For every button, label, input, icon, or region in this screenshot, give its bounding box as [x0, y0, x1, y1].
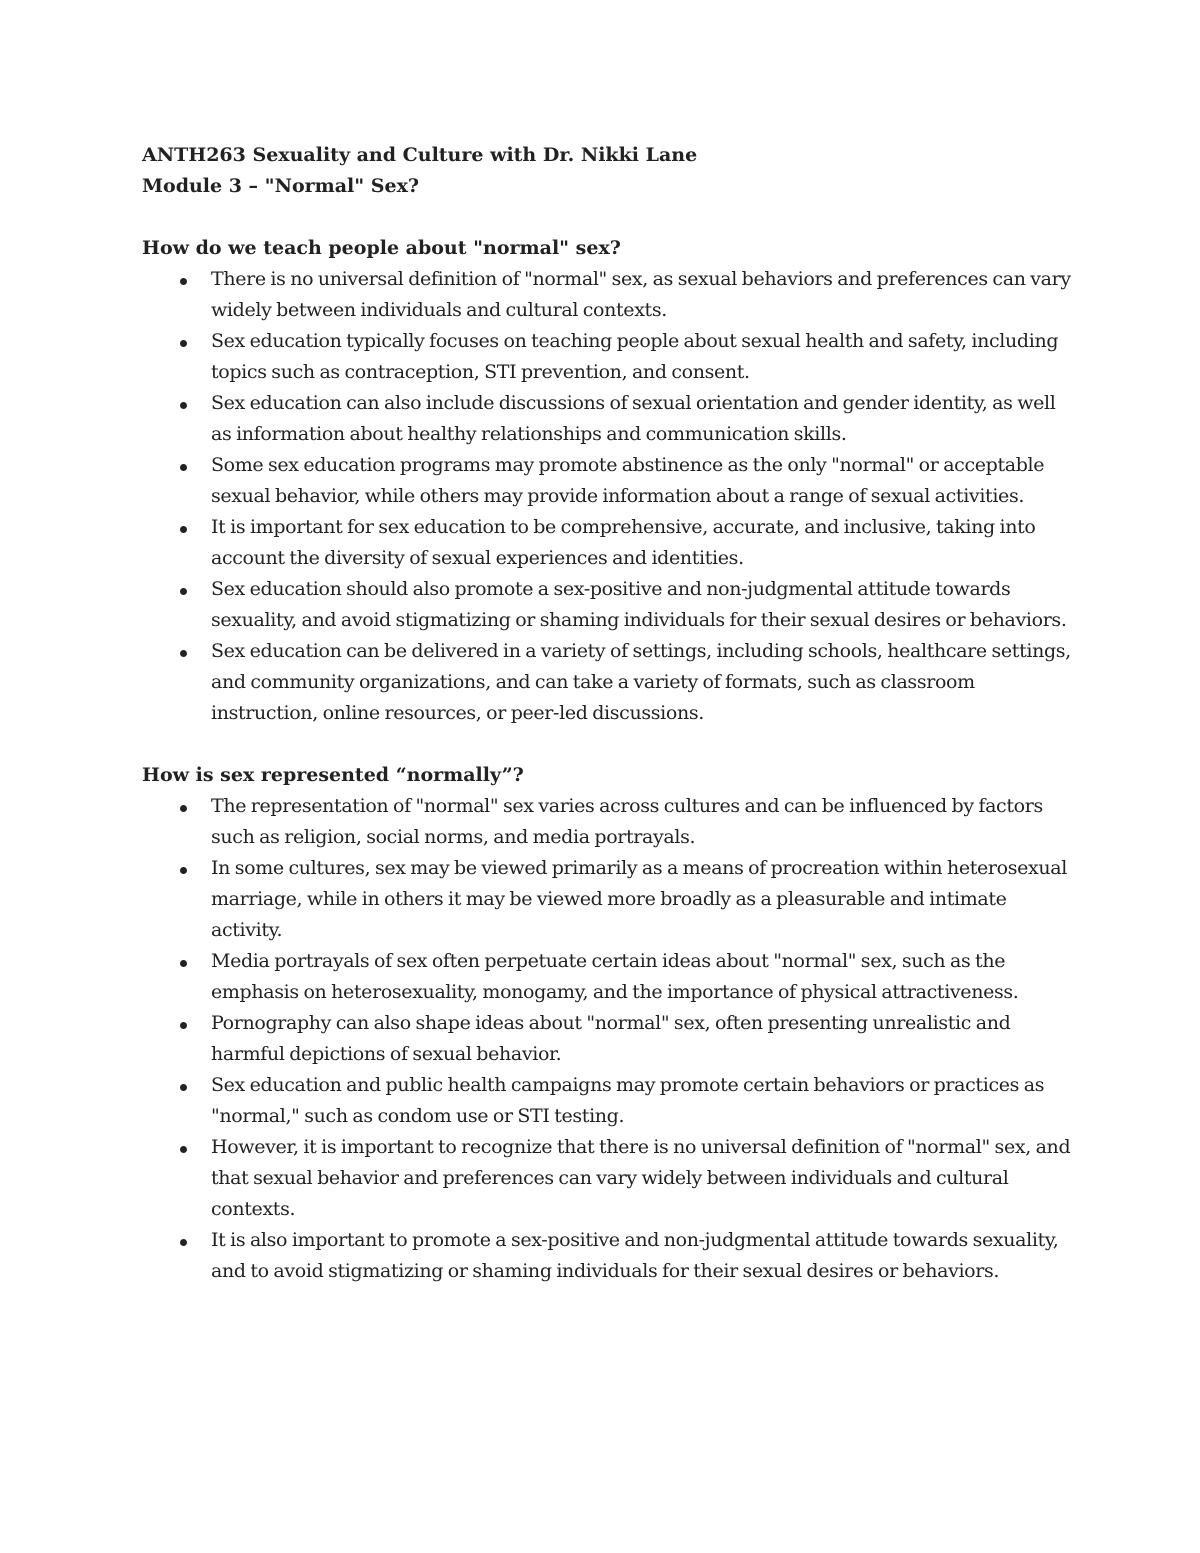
bullet-icon: [180, 526, 187, 533]
list-item: [142, 1008, 1072, 1070]
list-item: [142, 1132, 1072, 1225]
bullet-icon: [180, 867, 187, 874]
list-item-text: It is important for sex education to be comprehensive, accurate, and inclusive, taking into account the diversity of sexual experiences and identities.: [211, 516, 1036, 569]
list-item-text: In some cultures, sex may be viewed primarily as a means of procreation within heterosexual marriage, while in others it may be viewed more broadly as a pleasurable and intimate activity.: [211, 857, 1067, 941]
section-representation: [142, 760, 1072, 1287]
list-item: [142, 946, 1072, 1008]
bullet-icon: [180, 650, 187, 657]
list-item-text: However, it is important to recognize that there is no universal definition of "normal" sex, and that sexual behavior and preferences can vary widely between individuals and cultural contexts.: [211, 1136, 1071, 1220]
list-item-text: The representation of "normal" sex varies across cultures and can be influenced by factors such as religion, social norms, and media portrayals.: [211, 795, 1043, 848]
list-item: [142, 1070, 1072, 1132]
list-item-text: Some sex education programs may promote abstinence as the only "normal" or acceptable sexual behavior, while others may provide information about a range of sexual activities.: [211, 454, 1045, 507]
list-item: [142, 636, 1072, 729]
bullet-icon: [180, 1022, 187, 1029]
bullet-icon: [180, 464, 187, 471]
list-item: [142, 1225, 1072, 1287]
list-item-text: Sex education and public health campaigns may promote certain behaviors or practices as "normal," such as condom use or STI testing.: [211, 1074, 1045, 1127]
bullet-icon: [180, 588, 187, 595]
list-item: [142, 791, 1072, 853]
bullet-icon: [180, 340, 187, 347]
bullet-icon: [180, 402, 187, 409]
document-page: [142, 140, 1072, 1287]
list-item-text: Sex education should also promote a sex-positive and non-judgmental attitude towards sexuality, and avoid stigmatizing or shaming individuals for their sexual desires or behaviors.: [211, 578, 1067, 631]
list-item-text: Sex education typically focuses on teaching people about sexual health and safety, including topics such as contraception, STI prevention, and consent.: [211, 330, 1059, 383]
list-item: [142, 574, 1072, 636]
list-item: [142, 388, 1072, 450]
document-title: ANTH263 Sexuality and Culture with Dr. Nikki Lane: [142, 144, 698, 166]
list-item-text: Sex education can also include discussions of sexual orientation and gender identity, as well as information about healthy relationships and communication skills.: [211, 392, 1056, 445]
list-item-text: It is also important to promote a sex-positive and non-judgmental attitude towards sexuality, and to avoid stigmatizing or shaming individuals for their sexual desires or behaviors.: [211, 1229, 1059, 1282]
list-item: [142, 853, 1072, 946]
bullet-icon: [180, 960, 187, 967]
bullet-icon: [180, 278, 187, 285]
list-item: [142, 264, 1072, 326]
list-item: [142, 326, 1072, 388]
bullet-icon: [180, 1084, 187, 1091]
list-item: [142, 512, 1072, 574]
module-title: Module 3 – "Normal" Sex?: [142, 175, 420, 197]
bullet-icon: [180, 1146, 187, 1153]
list-item-text: Pornography can also shape ideas about "normal" sex, often presenting unrealistic and harmful depictions of sexual behavior.: [211, 1012, 1011, 1065]
list-item: [142, 450, 1072, 512]
section-teaching: [142, 233, 1072, 729]
list-item-text: Media portrayals of sex often perpetuate certain ideas about "normal" sex, such as the emphasis on heterosexuality, monogamy, and the importance of physical attractiveness.: [211, 950, 1019, 1003]
list-item-text: There is no universal definition of "normal" sex, as sexual behaviors and preferences can vary widely between individuals and cultural contexts.: [211, 268, 1071, 321]
bullet-list: [142, 264, 1072, 729]
section-heading: How do we teach people about "normal" sex?: [142, 237, 621, 259]
bullet-icon: [180, 1239, 187, 1246]
bullet-icon: [180, 805, 187, 812]
list-item-text: Sex education can be delivered in a variety of settings, including schools, healthcare settings, and community organizations, and can take a variety of formats, such as classroom instruction, online resources, or peer-led discussions.: [211, 640, 1071, 724]
section-heading: How is sex represented “normally”?: [142, 764, 524, 786]
bullet-list: [142, 791, 1072, 1287]
